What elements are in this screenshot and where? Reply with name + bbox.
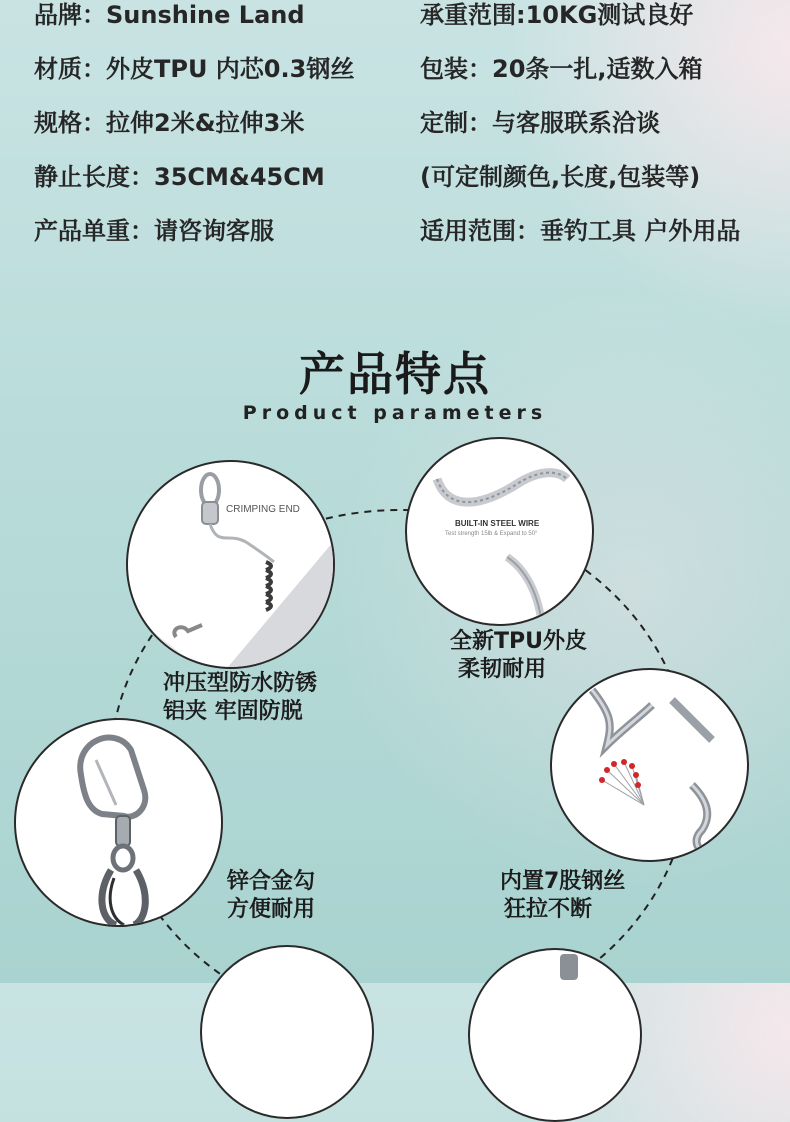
spec-customization: 定制：与客服联系洽谈	[420, 109, 660, 137]
caption-line: 内置7股钢丝	[500, 869, 626, 894]
caption-line: 方便耐用	[227, 897, 316, 922]
feature-image-bottom-left	[200, 945, 374, 1119]
section-title: 产品特点	[299, 347, 491, 401]
bottom-right-illustration	[470, 950, 640, 1120]
feature-image-bottom-right	[468, 948, 642, 1122]
spec-application: 适用范围：垂钓工具 户外用品	[420, 217, 741, 245]
spec-load-range: 承重范围:10KG测试良好	[420, 1, 694, 29]
feature-caption-steel-wire	[450, 628, 587, 684]
feature-image-steel-wire	[405, 437, 594, 626]
steel-wire-label: BUILT-IN STEEL WIRE	[455, 519, 540, 528]
crimping-end-label: CRIMPING END	[226, 504, 300, 515]
spec-unit-weight: 产品单重：请咨询客服	[34, 217, 274, 245]
spec-material: 材质：外皮TPU 内芯0.3钢丝	[34, 55, 355, 83]
caption-line: 狂拉不断	[504, 897, 593, 922]
caption-line: 柔韧耐用	[458, 657, 547, 682]
spec-custom-note: (可定制颜色,长度,包装等)	[420, 163, 701, 191]
caption-line: 全新TPU外皮	[450, 629, 587, 654]
spec-brand: 品牌：Sunshine Land	[34, 1, 305, 29]
zinc-hook-illustration	[16, 720, 221, 925]
caption-line: 锌合金勾	[227, 869, 316, 894]
feature-image-zinc-hook	[14, 718, 223, 927]
caption-line: 冲压型防水防锈	[163, 671, 318, 696]
feature-image-seven-strand-wire	[550, 668, 749, 862]
seven-strand-illustration	[552, 670, 747, 860]
feature-caption-seven-strand	[500, 868, 625, 924]
crimping-end-illustration	[128, 462, 333, 667]
section-subtitle: Product parameters	[242, 402, 548, 424]
feature-caption-zinc-hook	[227, 868, 315, 924]
feature-image-crimping-end	[126, 460, 335, 669]
spec-rest-length: 静止长度：35CM&45CM	[34, 163, 325, 191]
caption-line: 铝夹 牢固防脱	[163, 699, 303, 724]
spec-packaging: 包装：20条一扎,适数入箱	[420, 55, 703, 83]
feature-caption-crimping	[163, 670, 317, 726]
steel-wire-sublabel: Test strength 15lb & Expand to 50°	[445, 531, 538, 537]
spec-size: 规格：拉伸2米&拉伸3米	[34, 109, 305, 137]
